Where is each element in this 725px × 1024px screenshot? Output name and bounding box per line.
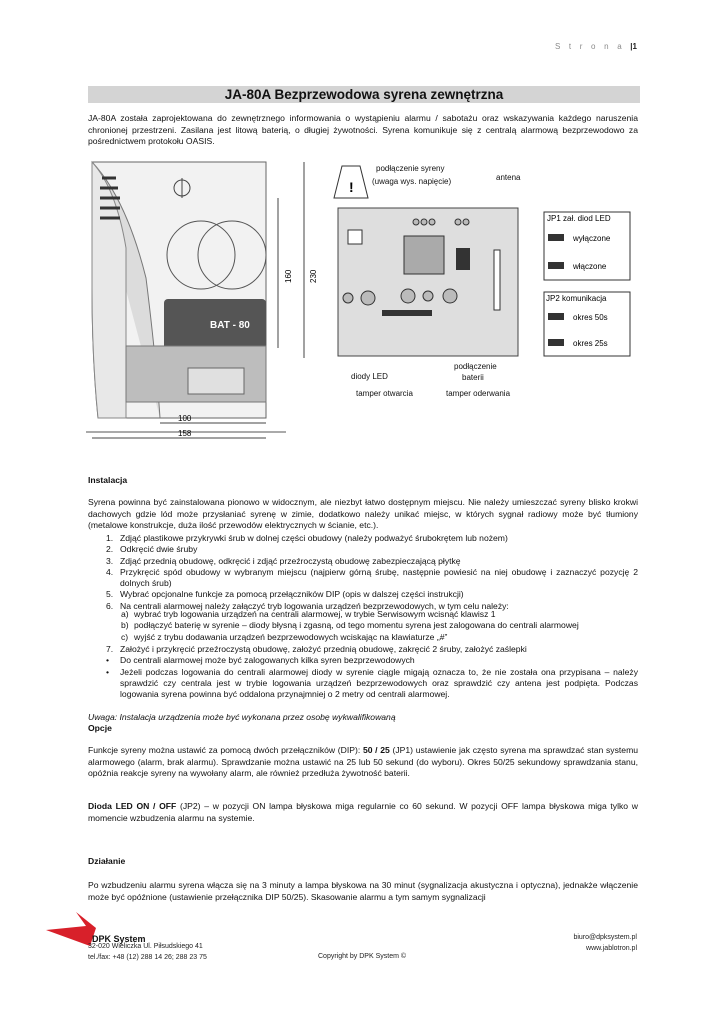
installation-heading: Instalacja (88, 475, 128, 485)
label-battery: baterii (462, 373, 484, 382)
operation-paragraph: Po wzbudzeniu alarmu syrena włącza się na 3 minuty a lampa błyskowa na 30 minut (sygnalizacja akustyczna i optyczna), jednakże włączenie może być opóźnione (ustawienie przełącznika DIP 50/25). Skasowanie alarmu a tym samym sygnalizacji (88, 880, 638, 902)
jp2-box (544, 292, 630, 356)
installation-steps (106, 533, 638, 612)
label-battery-connection: podłączenie (454, 362, 497, 371)
logo-text: DPK System (92, 934, 146, 944)
label-open-tamper: tamper otwarcia (356, 389, 413, 398)
list-item: 1. Zdjąć plastikowe przykrywki śrub w dolnej części obudowy (należy podważyć śrubokrętem lub nożem) (106, 533, 508, 543)
jp1-on: włączone (573, 262, 607, 271)
product-figure (86, 158, 644, 448)
jp1-title: JP1 zał. diod LED (547, 214, 611, 223)
jp2-25: okres 25s (573, 339, 608, 348)
installation-substeps (121, 609, 638, 643)
list-item: 2. Odkręcić dwie śruby (106, 544, 198, 555)
footer-email: biuro@dpksystem.pl (573, 934, 637, 941)
page-title: JA-80A Bezprzewodowa syrena zewnętrzna (88, 86, 640, 103)
dim-160: 160 (284, 269, 293, 283)
footer-contact (573, 932, 637, 954)
pcb-board (334, 166, 518, 356)
label-leds: diody LED (351, 372, 388, 381)
jp1-off: wyłączone (573, 234, 611, 243)
list-item: c) wyjść z trybu dodawania urządzeń bezprzewodowych wciskając na klawiaturze „#” (121, 631, 448, 642)
options-heading: Opcje (88, 723, 112, 733)
list-item: 4. Przykręcić spód obudowy w wybranym miejscu (najpierw górną śrubę, następnie powiesić na niej obudowę i zaznaczyć pozycję 2 dolnych śrub) (106, 566, 638, 589)
installation-note: Uwaga: Instalacja urządzenia może być wykonana przez osobę wykwalifikowaną (88, 712, 396, 722)
list-item: 3. Zdjąć przednią obudowę, odkręcić i zdjąć przeźroczystą obudowę zabezpieczającą płytkę (106, 555, 461, 566)
label-tear-tamper: tamper oderwania (446, 389, 511, 398)
footer-copyright: Copyright by DPK System © (318, 953, 407, 960)
list-item: • Do centrali alarmowej może być zalogowanych kilka syren bezprzewodowych (106, 655, 415, 666)
battery-label: BAT - 80 (210, 320, 250, 331)
jp2-50: okres 50s (573, 313, 608, 322)
options-paragraph-2: Dioda LED ON / OFF (JP2) – w pozycji ON lampa błyskowa miga regularnie co 60 sekund. W pozycji OFF lampa błyskowa miga tylko w momencie wzbudzenia alarmu na systemie. (88, 801, 638, 823)
dpk-logo (46, 912, 166, 946)
installation-paragraph: Syrena powinna być zainstalowana pionowo w widocznym, ale niezbyt łatwo dostępnym miejscu. Nie należy umieszczać syreny blisko krokwi dachowych gdzie lód może przysłaniać syrenę w zimie, dodatkowo należy unikać miejsc, w których sygnał radiowy może być tłumiony (metalowe konstrukcje, duża ilość przewodów elektrycznych w ścianie, etc.). (88, 497, 638, 531)
list-item: a) wybrać tryb logowania urządzeń na centrali alarmowej, w trybie Serwisowym wcisnąć klawisz 1 (121, 609, 496, 619)
footer-web: www.jablotron.pl (586, 945, 637, 952)
dim-158: 158 (178, 429, 192, 438)
list-item: 5. Wybrać opcjonalne funkcje za pomocą przełączników DIP (opis w dalszej części instrukcji) (106, 589, 464, 600)
footer-address: 32-020 Wieliczka Ul. Piłsudskiego 41 tel./fax: +48 (12) 288 14 26; 288 23 75 (88, 943, 207, 961)
jp1-box (544, 212, 630, 280)
siren-drawing (86, 162, 286, 432)
page-number: S t r o n a |1 (554, 42, 637, 51)
list-item: 6. Na centrali alarmowej należy załączyć tryb logowania urządzeń bezprzewodowych, w tym celu należy: (106, 600, 509, 611)
dim-230: 230 (309, 269, 318, 283)
jp2-title: JP2 komunikacja (546, 294, 607, 303)
svg-text:!: ! (349, 179, 354, 195)
label-antenna: antena (496, 173, 521, 182)
list-item: • Jeżeli podczas logowania do centrali alarmowej diody w syrenie ciągle migają oznacza to, że nie została ona przypisana – należy sprawdzić czy centrala jest w trybie logowania urządzeń bezprzewodowych oraz sprawdzić czy antena jest podpięta. Podczas logowania syrena powinna być oddalona przynajmniej o 2 metry od centrali alarmowej. (106, 666, 638, 700)
installation-steps-2 (106, 644, 638, 700)
intro-paragraph: JA-80A została zaprojektowana do zewnętrznego informowania o wystąpieniu alarmu / sabotażu oraz wskazywania każdego naruszenia chronionej przestrzeni. Zasilana jest litową baterią, o długiej żywotności. Syrena komunikuje się z centralą alarmową bezprzewodowo za pośrednictwem protokołu OASIS. (88, 113, 638, 147)
label-high-voltage: (uwaga wys. napięcie) (372, 177, 452, 186)
label-siren-connection: podłączenie syreny (376, 164, 445, 173)
operation-heading: Działanie (88, 856, 126, 866)
list-item: 7. Założyć i przykręcić przeźroczystą obudowę, założyć przednią obudowę, zakręcić 2 śruby, założyć zaślepki (106, 644, 527, 654)
list-item: b) podłączyć baterię w syrenie – diody błysną i zgasną, od tego momentu syrena jest zalogowana do centrali alarmowej (121, 620, 579, 631)
dim-100: 100 (178, 414, 192, 423)
options-paragraph-1: Funkcje syreny można ustawić za pomocą dwóch przełączników (DIP): 50 / 25 (JP1) ustawienie jak często syrena ma sprawdzać stan systemu alarmowego (alarm, brak alarmu). Sprawdzanie można ustawić na 25 lub 50 sekund (do wyboru). Okres 50/25 sekundowy sprawdzania stanu, opóźnia reakcje syreny na wywołany alarm, ale również przedłuża żywotność baterii. (88, 745, 639, 779)
